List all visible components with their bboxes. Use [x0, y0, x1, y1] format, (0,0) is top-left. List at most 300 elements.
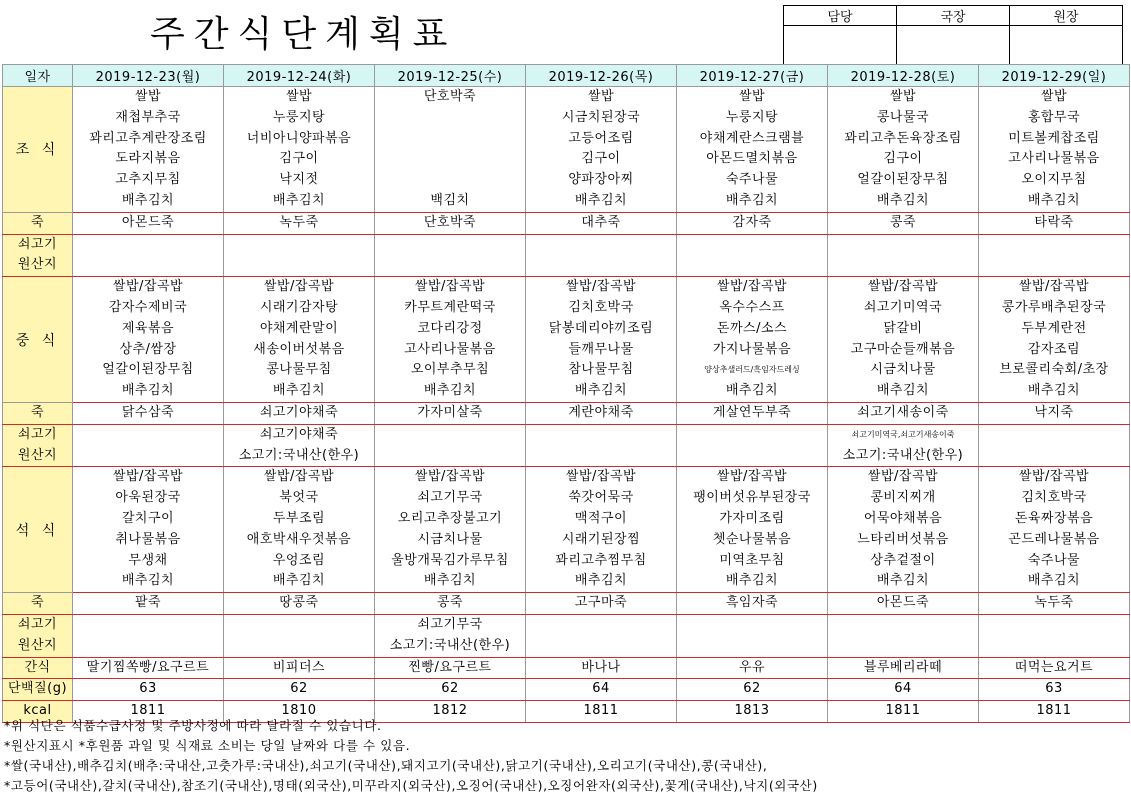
porridge-item: 흑임자죽	[725, 595, 779, 611]
menu-item: 쌀밥	[738, 89, 766, 104]
porridge-cell	[828, 593, 979, 615]
menu-item: 쌀밥/잡곡밥	[414, 279, 486, 295]
menu-item: 배추김치	[272, 192, 326, 208]
protein-cell-value: 62	[441, 681, 459, 697]
menu-item: 콩나물무침	[266, 362, 332, 378]
date-header: 2019-12-28(토)	[828, 65, 979, 87]
origin-source: 소고기:국내산(한우)	[389, 637, 511, 653]
porridge-item: 대추죽	[581, 214, 621, 230]
snack-label	[3, 657, 73, 679]
origin-dish: 쇠고기미역국,쇠고기새송이죽	[851, 429, 955, 439]
snack-cell-value: 딸기찜쏙빵/요구르트	[86, 659, 210, 675]
protein-cell-value: 64	[894, 681, 912, 697]
porridge-cell	[375, 402, 526, 424]
origin-dish	[526, 235, 676, 256]
origin-cell	[526, 424, 677, 467]
menu-item	[375, 108, 525, 129]
origin-dish	[73, 235, 223, 256]
kcal-cell-value: 1811	[885, 703, 921, 719]
menu-item: 콩비지찌개	[870, 490, 936, 506]
origin-label-line: 쇠고기	[17, 426, 58, 442]
menu-item: 시래기감자탕	[259, 299, 339, 315]
origin-source	[224, 255, 374, 276]
menu-item: 양파장아찌	[568, 172, 634, 188]
menu-item: 쌀밥/잡곡밥	[112, 469, 184, 485]
menu-item: 고등어조림	[568, 130, 634, 146]
porridge-label	[3, 402, 73, 424]
origin-cell	[526, 614, 677, 657]
menu-item: 쇠고기무국	[417, 490, 483, 506]
dinner-menu-cell	[677, 467, 828, 593]
protein-cell-value: 64	[592, 681, 610, 697]
footnote-line: *고등어(국내산),갈치(국내산),참조기(국내산),명태(외국산),미꾸라지(외국산),오징어(국내산),오징어완자(외국산),꽃게(국내산),낙지(외국산)	[4, 778, 818, 793]
snack-cell-value: 블루베리라떼	[863, 659, 943, 675]
menu-item: 참나물무침	[568, 362, 634, 378]
origin-dish	[979, 615, 1129, 636]
origin-cell	[224, 614, 375, 657]
porridge-item: 가자미살죽	[417, 404, 483, 420]
porridge-cell	[979, 402, 1130, 424]
porridge-cell	[73, 593, 224, 615]
approval-label: 담당	[784, 6, 897, 26]
origin-dish	[375, 235, 525, 256]
origin-cell	[224, 424, 375, 467]
origin-source	[73, 636, 223, 657]
origin-cell	[979, 614, 1130, 657]
origin-source	[375, 255, 525, 276]
porridge-label-text: 죽	[30, 595, 45, 611]
kcal-cell	[979, 701, 1130, 723]
menu-item: 꽈리고추돈육장조림	[844, 130, 962, 146]
menu-item: 배추김치	[574, 192, 628, 208]
menu-item: 쌀밥/잡곡밥	[716, 279, 788, 295]
origin-source	[224, 636, 374, 657]
porridge-item: 아몬드죽	[876, 595, 930, 611]
porridge-item: 콩죽	[436, 595, 464, 611]
porridge-item: 쇠고기야채죽	[259, 404, 339, 420]
porridge-item: 낙지죽	[1034, 404, 1074, 420]
menu-item	[375, 149, 525, 170]
menu-item: 쌀밥	[134, 89, 162, 104]
footnote-line: *원산지표시 *후원품 과일 및 식재료 소비는 당일 날짜와 다를 수 있음.	[4, 738, 411, 753]
menu-item: 배추김치	[121, 573, 175, 589]
origin-cell	[677, 234, 828, 277]
origin-dish	[73, 425, 223, 446]
menu-item: 우엉조림	[272, 552, 326, 568]
origin-source	[73, 255, 223, 276]
menu-item: 고사리나물볶음	[1008, 151, 1100, 167]
menu-item: 배추김치	[121, 383, 175, 399]
origin-dish	[375, 425, 525, 446]
menu-item: 단호박죽	[423, 89, 477, 104]
menu-item: 배추김치	[272, 573, 326, 589]
snack-cell	[375, 657, 526, 679]
origin-cell	[828, 614, 979, 657]
menu-item: 김치호박국	[568, 299, 634, 315]
menu-item: 시래기된장찜	[561, 531, 641, 547]
dinner-menu-cell	[828, 467, 979, 593]
snack-cell	[979, 657, 1130, 679]
porridge-cell	[224, 402, 375, 424]
origin-source	[828, 636, 978, 657]
porridge-cell	[526, 593, 677, 615]
origin-label-line: 쇠고기	[17, 236, 58, 252]
menu-item: 제육볶음	[121, 320, 175, 336]
kcal-cell-value: 1811	[1036, 703, 1072, 719]
snack-cell-value: 떠먹는요거트	[1014, 659, 1094, 675]
origin-cell	[375, 614, 526, 657]
menu-item: 미트볼케찹조림	[1008, 130, 1100, 146]
menu-item: 양상추샐러드/흑임자드레싱	[704, 365, 800, 375]
approval-sign-box[interactable]	[784, 26, 897, 65]
kcal-cell-value: 1813	[734, 703, 770, 719]
menu-item: 야채계란스크램블	[699, 130, 805, 146]
protein-cell	[526, 679, 677, 701]
menu-item: 꽈리고추찜무침	[555, 552, 647, 568]
origin-source	[677, 446, 827, 467]
origin-dish	[73, 615, 223, 636]
approval-sign-box[interactable]	[897, 26, 1010, 65]
menu-item: 닭봉데리야끼조림	[548, 320, 654, 336]
porridge-item: 타락죽	[1034, 214, 1074, 230]
origin-cell	[73, 424, 224, 467]
menu-item: 얼갈이된장무침	[102, 362, 194, 378]
dinner-menu-cell	[375, 467, 526, 593]
breakfast-menu-cell	[375, 87, 526, 213]
snack-cell-value: 찐빵/요구르트	[408, 659, 492, 675]
menu-item: 배추김치	[423, 573, 477, 589]
lunch-menu-cell	[979, 277, 1130, 403]
breakfast-menu-cell	[979, 87, 1130, 213]
porridge-label	[3, 593, 73, 615]
menu-item: 감자조림	[1027, 341, 1081, 357]
snack-cell	[828, 657, 979, 679]
menu-item: 쳇순나물볶음	[712, 531, 792, 547]
menu-item: 김구이	[581, 151, 621, 167]
menu-item: 쌀밥/잡곡밥	[263, 469, 335, 485]
origin-label-line: 원산지	[17, 637, 58, 653]
protein-cell-value: 63	[1045, 681, 1063, 697]
porridge-item: 닭수삼죽	[121, 404, 175, 420]
porridge-cell	[979, 593, 1130, 615]
menu-item: 카무트계란떡국	[404, 299, 496, 315]
menu-item: 돈육짜장볶음	[1014, 510, 1094, 526]
lunch-menu-cell	[828, 277, 979, 403]
menu-item: 들깨무나물	[568, 341, 634, 357]
menu-item: 쇠고기미역국	[863, 299, 943, 315]
kcal-cell-value: 1811	[130, 703, 166, 719]
menu-item: 오이부추무침	[410, 362, 490, 378]
approval-sign-box[interactable]	[1010, 26, 1123, 65]
protein-cell-value: 62	[290, 681, 308, 697]
menu-item: 쌀밥/잡곡밥	[1018, 279, 1090, 295]
snack-cell-value: 비피더스	[272, 659, 326, 675]
breakfast-menu-cell	[677, 87, 828, 213]
menu-item: 쑥갓어묵국	[568, 490, 634, 506]
breakfast-menu-cell	[526, 87, 677, 213]
menu-item: 쌀밥/잡곡밥	[1018, 469, 1090, 485]
menu-item: 배추김치	[1027, 192, 1081, 208]
origin-source	[828, 255, 978, 276]
porridge-cell	[375, 212, 526, 234]
menu-item: 홍합무국	[1027, 109, 1081, 125]
menu-item: 감자수제비국	[108, 299, 188, 315]
menu-item: 닭갈비	[883, 320, 923, 336]
snack-cell	[526, 657, 677, 679]
origin-cell	[73, 234, 224, 277]
origin-label-line: 원산지	[17, 447, 58, 463]
date-header: 2019-12-25(수)	[375, 65, 526, 87]
menu-item: 무생채	[128, 552, 168, 568]
porridge-item: 게살연두부죽	[712, 404, 792, 420]
origin-dish: 쇠고기야채죽	[259, 426, 339, 442]
protein-cell	[979, 679, 1130, 701]
breakfast-label: 조 식	[3, 87, 73, 213]
dinner-menu-cell	[526, 467, 677, 593]
menu-item: 숙주나물	[1027, 552, 1081, 568]
kcal-cell	[828, 701, 979, 723]
origin-dish	[828, 235, 978, 256]
kcal-cell-value: 1810	[281, 703, 317, 719]
menu-item: 배추김치	[121, 192, 175, 208]
kcal-cell-value: 1811	[583, 703, 619, 719]
snack-cell	[224, 657, 375, 679]
origin-label	[3, 234, 73, 277]
menu-item: 콩가루배추된장국	[1001, 299, 1107, 315]
menu-item: 코다리강정	[417, 320, 483, 336]
origin-cell	[828, 424, 979, 467]
menu-item: 배추김치	[876, 383, 930, 399]
porridge-item: 쇠고기새송이죽	[857, 404, 949, 420]
menu-item: 배추김치	[423, 383, 477, 399]
snack-cell	[677, 657, 828, 679]
porridge-cell	[828, 402, 979, 424]
menu-item: 두부조림	[272, 510, 326, 526]
porridge-item: 아몬드죽	[121, 214, 175, 230]
menu-item: 쌀밥/잡곡밥	[867, 279, 939, 295]
lunch-menu-cell	[526, 277, 677, 403]
origin-dish	[677, 425, 827, 446]
date-header: 2019-12-27(금)	[677, 65, 828, 87]
porridge-cell	[828, 212, 979, 234]
menu-table	[2, 64, 1130, 723]
menu-item: 오리고추장불고기	[397, 510, 503, 526]
porridge-label-text: 죽	[30, 214, 45, 230]
dinner-menu-cell	[979, 467, 1130, 593]
menu-item: 아욱된장국	[115, 490, 181, 506]
approval-label: 원장	[1010, 6, 1123, 26]
origin-dish	[979, 425, 1129, 446]
menu-item: 재첩부추국	[115, 109, 181, 125]
lunch-menu-cell	[375, 277, 526, 403]
porridge-cell	[677, 402, 828, 424]
menu-item: 상추/쌈장	[119, 341, 177, 357]
menu-item: 가자미조림	[719, 510, 785, 526]
dinner-menu-cell	[73, 467, 224, 593]
origin-dish	[224, 235, 374, 256]
origin-label-line: 쇠고기	[17, 616, 58, 632]
menu-item: 배추김치	[876, 573, 930, 589]
origin-label	[3, 424, 73, 467]
menu-item: 쌀밥	[587, 89, 615, 104]
protein-cell	[73, 679, 224, 701]
porridge-cell	[224, 212, 375, 234]
approval-label: 국장	[897, 6, 1010, 26]
menu-item: 쌀밥/잡곡밥	[414, 469, 486, 485]
origin-source	[677, 255, 827, 276]
menu-item: 백김치	[430, 192, 470, 208]
menu-item: 고추지무침	[115, 172, 181, 188]
menu-item: 배추김치	[725, 192, 779, 208]
origin-dish	[979, 235, 1129, 256]
protein-label-text: 단백질(g)	[7, 681, 68, 697]
porridge-cell	[73, 212, 224, 234]
approval-table	[783, 5, 1123, 65]
origin-source	[677, 636, 827, 657]
menu-item: 갈치구이	[121, 510, 175, 526]
origin-cell	[677, 614, 828, 657]
menu-item: 돈까스/소스	[716, 320, 788, 336]
porridge-label	[3, 212, 73, 234]
porridge-cell	[979, 212, 1130, 234]
breakfast-menu-cell	[828, 87, 979, 213]
menu-item: 쌀밥/잡곡밥	[716, 469, 788, 485]
menu-item: 김치호박국	[1021, 490, 1087, 506]
origin-label	[3, 614, 73, 657]
protein-cell-value: 62	[743, 681, 761, 697]
origin-source	[526, 446, 676, 467]
porridge-cell	[375, 593, 526, 615]
menu-item: 쌀밥/잡곡밥	[263, 279, 335, 295]
menu-item: 울방개묵김가루무침	[391, 552, 509, 568]
lunch-label: 중 식	[3, 277, 73, 403]
breakfast-menu-cell	[73, 87, 224, 213]
origin-source	[73, 446, 223, 467]
origin-source	[979, 446, 1129, 467]
menu-item: 배추김치	[725, 383, 779, 399]
menu-item: 도라지볶음	[115, 151, 181, 167]
origin-cell	[828, 234, 979, 277]
menu-item: 시금치나물	[870, 362, 936, 378]
origin-source	[526, 255, 676, 276]
date-header: 2019-12-24(화)	[224, 65, 375, 87]
menu-item	[375, 170, 525, 191]
protein-cell	[677, 679, 828, 701]
origin-cell	[73, 614, 224, 657]
menu-item: 콩나물국	[876, 109, 930, 125]
menu-item: 북엇국	[279, 490, 319, 506]
footnote-line: *쌀(국내산),배추김치(배추:국내산,고춧가루:국내산),쇠고기(국내산),돼지고기(국내산),닭고기(국내산),오리고기(국내산),콩(국내산),	[4, 758, 768, 773]
origin-source	[526, 636, 676, 657]
dinner-menu-cell	[224, 467, 375, 593]
protein-cell	[375, 679, 526, 701]
porridge-item: 계란야채죽	[568, 404, 634, 420]
origin-dish	[828, 615, 978, 636]
menu-item: 애호박새우젓볶음	[246, 531, 352, 547]
footnote-line: *위 식단은 식품수급사정 및 주방사정에 따라 달라질 수 있습니다.	[4, 718, 382, 733]
snack-label-text: 간식	[24, 659, 51, 675]
menu-item: 배추김치	[876, 192, 930, 208]
menu-item: 느타리버섯볶음	[857, 531, 949, 547]
origin-cell	[979, 424, 1130, 467]
porridge-cell	[677, 593, 828, 615]
origin-cell	[375, 234, 526, 277]
origin-dish	[677, 615, 827, 636]
lunch-menu-cell	[677, 277, 828, 403]
porridge-cell	[73, 402, 224, 424]
menu-item: 맥적구이	[574, 510, 628, 526]
menu-item: 어묵야채볶음	[863, 510, 943, 526]
date-header: 2019-12-29(일)	[979, 65, 1130, 87]
menu-item: 김구이	[883, 151, 923, 167]
snack-cell-value: 바나나	[581, 659, 621, 675]
porridge-item: 팥죽	[134, 595, 162, 611]
menu-item: 꽈리고추계란장조림	[89, 130, 207, 146]
origin-dish: 쇠고기무국	[417, 616, 483, 632]
date-header: 2019-12-26(목)	[526, 65, 677, 87]
menu-item: 쌀밥/잡곡밥	[112, 279, 184, 295]
origin-source	[979, 255, 1129, 276]
origin-dish	[526, 615, 676, 636]
porridge-item: 감자죽	[732, 214, 772, 230]
menu-item: 배추김치	[574, 383, 628, 399]
menu-item: 배추김치	[725, 573, 779, 589]
porridge-item: 녹두죽	[1034, 595, 1074, 611]
porridge-item: 땅콩죽	[279, 595, 319, 611]
menu-item: 팽이버섯유부된장국	[693, 490, 811, 506]
menu-item: 쌀밥/잡곡밥	[565, 469, 637, 485]
dinner-label: 석 식	[3, 467, 73, 593]
page-title: 주간식단계획표	[150, 14, 457, 55]
origin-cell	[979, 234, 1130, 277]
menu-item: 배추김치	[574, 573, 628, 589]
porridge-item: 콩죽	[889, 214, 917, 230]
origin-cell	[526, 234, 677, 277]
menu-item: 아몬드멸치볶음	[706, 151, 798, 167]
protein-cell-value: 63	[139, 681, 157, 697]
origin-cell	[224, 234, 375, 277]
date-header: 2019-12-23(월)	[73, 65, 224, 87]
origin-source: 소고기:국내산(한우)	[842, 447, 964, 463]
menu-item: 쌀밥	[285, 89, 313, 104]
snack-cell	[73, 657, 224, 679]
kcal-label-text: kcal	[23, 703, 52, 719]
protein-cell	[828, 679, 979, 701]
menu-item: 배추김치	[1027, 383, 1081, 399]
menu-item: 배추김치	[1027, 573, 1081, 589]
origin-label-line: 원산지	[17, 257, 58, 273]
menu-item: 얼갈이된장무침	[857, 172, 949, 188]
menu-item: 낙지젓	[279, 172, 319, 188]
origin-dish	[224, 615, 374, 636]
menu-item: 곤드레나물볶음	[1008, 531, 1100, 547]
footnotes	[4, 716, 818, 796]
breakfast-menu-cell	[224, 87, 375, 213]
menu-item	[375, 129, 525, 150]
porridge-cell	[526, 212, 677, 234]
menu-item: 김구이	[279, 151, 319, 167]
origin-source	[375, 446, 525, 467]
menu-item: 쌀밥	[1040, 89, 1068, 104]
menu-item: 숙주나물	[725, 172, 779, 188]
porridge-cell	[224, 593, 375, 615]
porridge-item: 고구마죽	[574, 595, 628, 611]
origin-cell	[677, 424, 828, 467]
menu-item: 배추김치	[272, 383, 326, 399]
menu-item: 상추겉절이	[870, 552, 936, 568]
menu-item: 쌀밥	[889, 89, 917, 104]
menu-item: 옥수수스프	[719, 299, 785, 315]
